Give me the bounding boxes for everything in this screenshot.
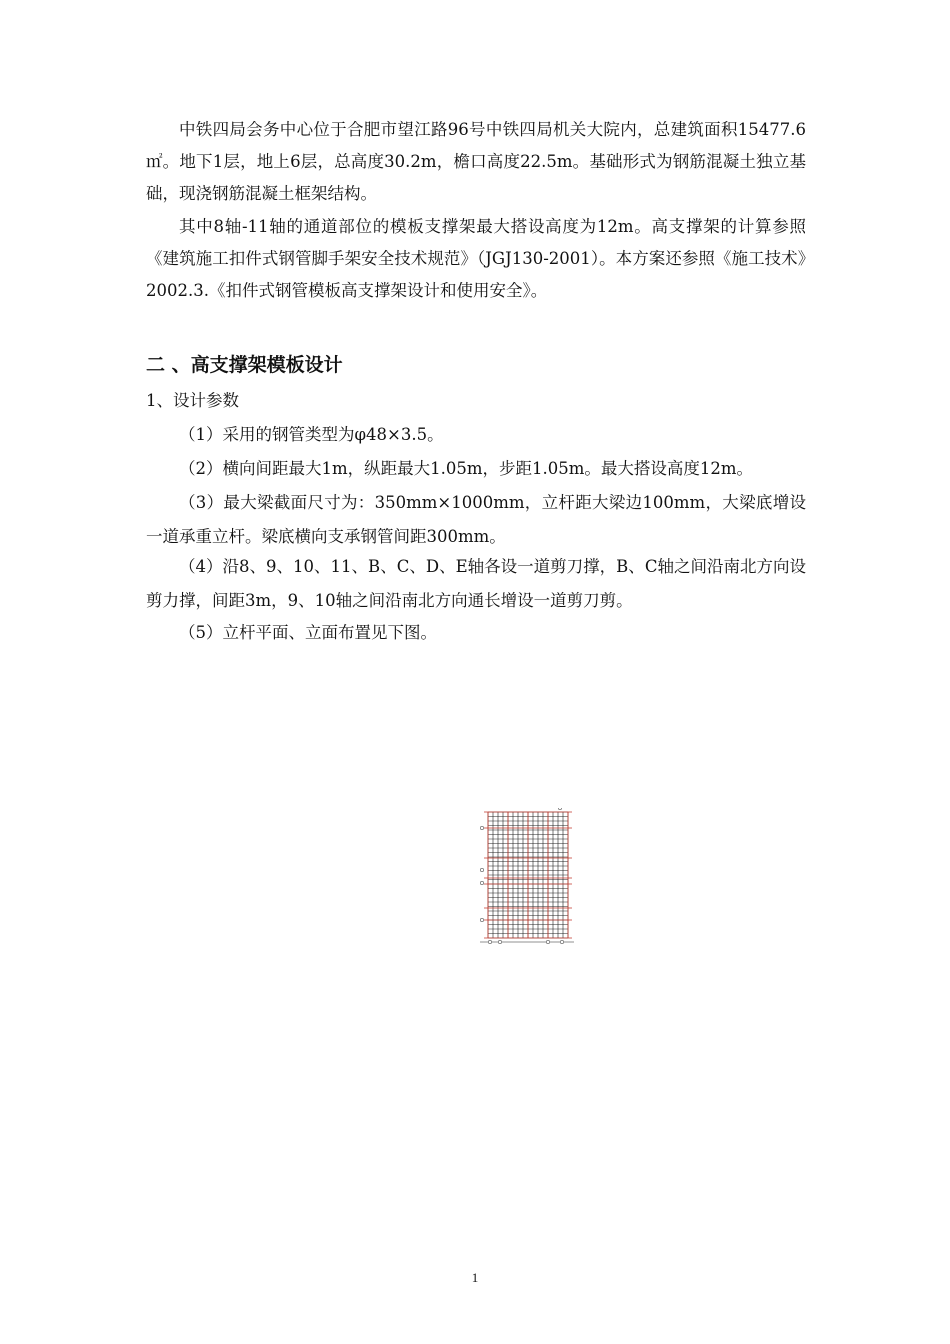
axis-marker <box>498 940 502 944</box>
param-item-5: （5）立杆平面、立面布置见下图。 <box>179 623 437 642</box>
param-item-2: （2）横向间距最大1m，纵距最大1.05m，步距1.05m。最大搭设高度12m。 <box>179 459 754 478</box>
axis-marker <box>546 940 550 944</box>
param-item-1: （1）采用的钢管类型为φ48×3.5。 <box>179 425 444 444</box>
param-item-3: （3）最大梁截面尺寸为：350mm×1000mm，立杆距大梁边100mm，大梁底增设一道承重立杆。梁底横向支承钢管间距300mm。 <box>146 493 806 546</box>
axis-marker <box>480 881 484 885</box>
section-subheading: 1、设计参数 <box>146 391 239 410</box>
axis-marker <box>480 826 484 830</box>
scope-paragraph: 其中8轴-11轴的通道部位的模板支撑架最大搭设高度为12m。高支撑架的计算参照《建筑施工扣件式钢管脚手架安全技术规范》（JGJ130-2001）。本方案还参照《施工技术》2002.3.《扣件式钢管模板高支撑架设计和使用安全》。 <box>146 217 806 300</box>
param-item-4: （4）沿8、9、10、11、B、C、D、E轴各设一道剪刀撑，B、C轴之间沿南北方向设剪力撑，间距3m，9、10轴之间沿南北方向通长增设一道剪刀剪。 <box>146 557 806 610</box>
axis-marker <box>488 940 492 944</box>
page-number: 1 <box>471 1270 479 1285</box>
section-heading: 二 、高支撑架模板设计 <box>146 354 343 376</box>
axis-marker <box>480 868 484 872</box>
axis-marker <box>560 940 564 944</box>
scaffold-layout-drawing <box>472 808 576 948</box>
axis-marker <box>558 808 562 810</box>
intro-paragraph: 中铁四局会务中心位于合肥市望江路96号中铁四局机关大院内，总建筑面积15477.6㎡。地下1层，地上6层，总高度30.2m，檐口高度22.5m。基础形式为钢筋混凝土独立基础，现浇钢筋混凝土框架结构。 <box>146 120 806 203</box>
axis-marker <box>480 918 484 922</box>
